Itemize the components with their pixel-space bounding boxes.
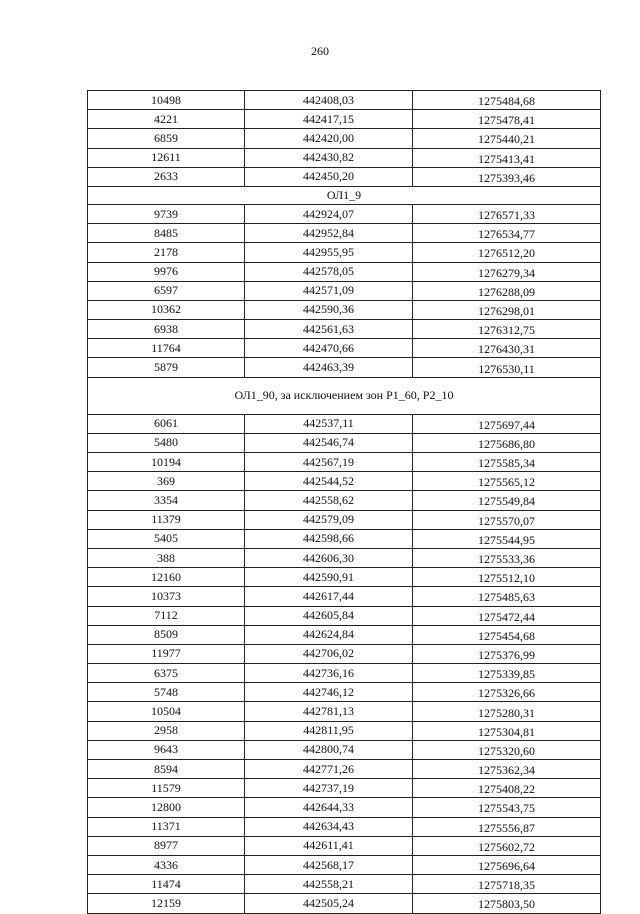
x-coordinate-cell: 442558,62: [245, 491, 413, 510]
point-number-cell: 8977: [88, 836, 245, 855]
point-number-cell: 8594: [88, 760, 245, 779]
y-coordinate-cell: 1275484,68: [413, 91, 601, 110]
table-row: [88, 510, 601, 529]
y-coordinate-cell: 1275454,68: [413, 625, 601, 644]
x-coordinate-cell: 442537,11: [245, 414, 413, 433]
x-coordinate-cell: 442470,66: [245, 339, 413, 358]
x-coordinate-cell: 442546,74: [245, 433, 413, 452]
table-row: [88, 625, 601, 644]
y-coordinate-cell: 1275393,46: [413, 167, 601, 186]
table-row: [88, 204, 601, 223]
table-row: [88, 148, 601, 167]
table-row: [88, 453, 601, 472]
point-number-cell: 369: [88, 472, 245, 491]
table-row: [88, 320, 601, 339]
point-number-cell: 12159: [88, 894, 245, 913]
point-number-cell: 10498: [88, 91, 245, 110]
table-row: [88, 110, 601, 129]
y-coordinate-cell: 1275570,07: [413, 510, 601, 529]
y-coordinate-cell: 1275376,99: [413, 644, 601, 663]
y-coordinate-cell: 1276512,20: [413, 243, 601, 262]
point-number-cell: 3354: [88, 491, 245, 510]
y-coordinate-cell: 1275362,34: [413, 760, 601, 779]
point-number-cell: 5879: [88, 358, 245, 377]
x-coordinate-cell: 442544,52: [245, 472, 413, 491]
point-number-cell: 6597: [88, 281, 245, 300]
y-coordinate-cell: 1275304,81: [413, 721, 601, 740]
table-row: [88, 894, 601, 913]
table-row: [88, 875, 601, 894]
point-number-cell: 2178: [88, 243, 245, 262]
y-coordinate-cell: 1275696,64: [413, 855, 601, 874]
table-row: [88, 568, 601, 587]
y-coordinate-cell: 1275339,85: [413, 664, 601, 683]
point-number-cell: 6061: [88, 414, 245, 433]
point-number-cell: 6859: [88, 129, 245, 148]
x-coordinate-cell: 442634,43: [245, 817, 413, 836]
x-coordinate-cell: 442417,15: [245, 110, 413, 129]
x-coordinate-cell: 442952,84: [245, 224, 413, 243]
table-row: [88, 683, 601, 702]
x-coordinate-cell: 442955,95: [245, 243, 413, 262]
y-coordinate-cell: 1275718,35: [413, 875, 601, 894]
x-coordinate-cell: 442781,13: [245, 702, 413, 721]
y-coordinate-cell: 1275326,66: [413, 683, 601, 702]
x-coordinate-cell: 442590,36: [245, 300, 413, 319]
y-coordinate-cell: 1276571,33: [413, 204, 601, 223]
x-coordinate-cell: 442800,74: [245, 740, 413, 759]
point-number-cell: 9739: [88, 204, 245, 223]
x-coordinate-cell: 442605,84: [245, 606, 413, 625]
table-row: [88, 721, 601, 740]
point-number-cell: 12611: [88, 148, 245, 167]
x-coordinate-cell: 442611,41: [245, 836, 413, 855]
x-coordinate-cell: 442924,07: [245, 204, 413, 223]
point-number-cell: 4336: [88, 855, 245, 874]
table-row: [88, 740, 601, 759]
table-row: [88, 491, 601, 510]
y-coordinate-cell: 1275440,21: [413, 129, 601, 148]
point-number-cell: 11474: [88, 875, 245, 894]
y-coordinate-cell: 1275408,22: [413, 779, 601, 798]
y-coordinate-cell: 1275512,10: [413, 568, 601, 587]
coordinates-table: [87, 90, 601, 914]
x-coordinate-cell: 442571,09: [245, 281, 413, 300]
point-number-cell: 2958: [88, 721, 245, 740]
point-number-cell: 2633: [88, 167, 245, 186]
table-row: [88, 433, 601, 452]
point-number-cell: 8485: [88, 224, 245, 243]
y-coordinate-cell: 1275697,44: [413, 414, 601, 433]
x-coordinate-cell: 442736,16: [245, 664, 413, 683]
point-number-cell: 11371: [88, 817, 245, 836]
table-row: [88, 358, 601, 377]
x-coordinate-cell: 442463,39: [245, 358, 413, 377]
y-coordinate-cell: 1276298,01: [413, 300, 601, 319]
table-row: [88, 339, 601, 358]
y-coordinate-cell: 1275472,44: [413, 606, 601, 625]
point-number-cell: 5405: [88, 529, 245, 548]
table-row: [88, 644, 601, 663]
table-row: [88, 798, 601, 817]
table-row: [88, 836, 601, 855]
x-coordinate-cell: 442558,21: [245, 875, 413, 894]
y-coordinate-cell: 1276312,75: [413, 320, 601, 339]
point-number-cell: 12800: [88, 798, 245, 817]
x-coordinate-cell: 442450,20: [245, 167, 413, 186]
coordinates-table-body: [88, 91, 601, 914]
x-coordinate-cell: 442746,12: [245, 683, 413, 702]
y-coordinate-cell: 1276430,31: [413, 339, 601, 358]
table-row: [88, 855, 601, 874]
x-coordinate-cell: 442706,02: [245, 644, 413, 663]
x-coordinate-cell: 442590,91: [245, 568, 413, 587]
x-coordinate-cell: 442579,09: [245, 510, 413, 529]
table-row: [88, 817, 601, 836]
point-number-cell: 5480: [88, 433, 245, 452]
x-coordinate-cell: 442771,26: [245, 760, 413, 779]
table-row: [88, 300, 601, 319]
table-row: [88, 702, 601, 721]
table-row: [88, 472, 601, 491]
point-number-cell: 10504: [88, 702, 245, 721]
y-coordinate-cell: 1275565,12: [413, 472, 601, 491]
section-title: ОЛ1_9: [88, 186, 601, 204]
point-number-cell: 11764: [88, 339, 245, 358]
point-number-cell: 4221: [88, 110, 245, 129]
x-coordinate-cell: 442505,24: [245, 894, 413, 913]
y-coordinate-cell: 1275585,34: [413, 453, 601, 472]
table-row: [88, 760, 601, 779]
y-coordinate-cell: 1275686,80: [413, 433, 601, 452]
x-coordinate-cell: 442644,33: [245, 798, 413, 817]
y-coordinate-cell: 1275320,60: [413, 740, 601, 759]
y-coordinate-cell: 1275803,50: [413, 894, 601, 913]
x-coordinate-cell: 442420,00: [245, 129, 413, 148]
point-number-cell: 9643: [88, 740, 245, 759]
x-coordinate-cell: 442737,19: [245, 779, 413, 798]
y-coordinate-cell: 1275556,87: [413, 817, 601, 836]
table-row: [88, 243, 601, 262]
point-number-cell: 7112: [88, 606, 245, 625]
point-number-cell: 11977: [88, 644, 245, 663]
y-coordinate-cell: 1275543,75: [413, 798, 601, 817]
x-coordinate-cell: 442617,44: [245, 587, 413, 606]
point-number-cell: 6938: [88, 320, 245, 339]
x-coordinate-cell: 442624,84: [245, 625, 413, 644]
table-row: [88, 664, 601, 683]
page-number: 260: [311, 44, 329, 58]
table-row: [88, 414, 601, 433]
x-coordinate-cell: 442408,03: [245, 91, 413, 110]
x-coordinate-cell: 442568,17: [245, 855, 413, 874]
table-row: [88, 587, 601, 606]
y-coordinate-cell: 1275413,41: [413, 148, 601, 167]
y-coordinate-cell: 1275544,95: [413, 529, 601, 548]
table-row: [88, 606, 601, 625]
section-title: ОЛ1_90, за исключением зон Р1_60, Р2_10: [88, 377, 601, 414]
table-row: [88, 779, 601, 798]
point-number-cell: 10194: [88, 453, 245, 472]
y-coordinate-cell: 1275549,84: [413, 491, 601, 510]
point-number-cell: 12160: [88, 568, 245, 587]
point-number-cell: 388: [88, 548, 245, 567]
y-coordinate-cell: 1276279,34: [413, 262, 601, 281]
section-header-row: [88, 186, 601, 204]
y-coordinate-cell: 1275533,36: [413, 548, 601, 567]
x-coordinate-cell: 442578,05: [245, 262, 413, 281]
point-number-cell: 11379: [88, 510, 245, 529]
x-coordinate-cell: 442606,30: [245, 548, 413, 567]
table-row: [88, 129, 601, 148]
point-number-cell: 10373: [88, 587, 245, 606]
table-row: [88, 224, 601, 243]
x-coordinate-cell: 442598,66: [245, 529, 413, 548]
point-number-cell: 5748: [88, 683, 245, 702]
table-row: [88, 262, 601, 281]
x-coordinate-cell: 442811,95: [245, 721, 413, 740]
y-coordinate-cell: 1276534,77: [413, 224, 601, 243]
x-coordinate-cell: 442561,63: [245, 320, 413, 339]
table-row: [88, 548, 601, 567]
y-coordinate-cell: 1275602,72: [413, 836, 601, 855]
x-coordinate-cell: 442567,19: [245, 453, 413, 472]
y-coordinate-cell: 1275478,41: [413, 110, 601, 129]
table-row: [88, 529, 601, 548]
point-number-cell: 9976: [88, 262, 245, 281]
y-coordinate-cell: 1275280,31: [413, 702, 601, 721]
section-header-row: [88, 377, 601, 414]
table-row: [88, 167, 601, 186]
point-number-cell: 6375: [88, 664, 245, 683]
y-coordinate-cell: 1275485,63: [413, 587, 601, 606]
y-coordinate-cell: 1276288,09: [413, 281, 601, 300]
table-row: [88, 91, 601, 110]
table-row: [88, 281, 601, 300]
point-number-cell: 10362: [88, 300, 245, 319]
point-number-cell: 11579: [88, 779, 245, 798]
point-number-cell: 8509: [88, 625, 245, 644]
x-coordinate-cell: 442430,82: [245, 148, 413, 167]
y-coordinate-cell: 1276530,11: [413, 358, 601, 377]
